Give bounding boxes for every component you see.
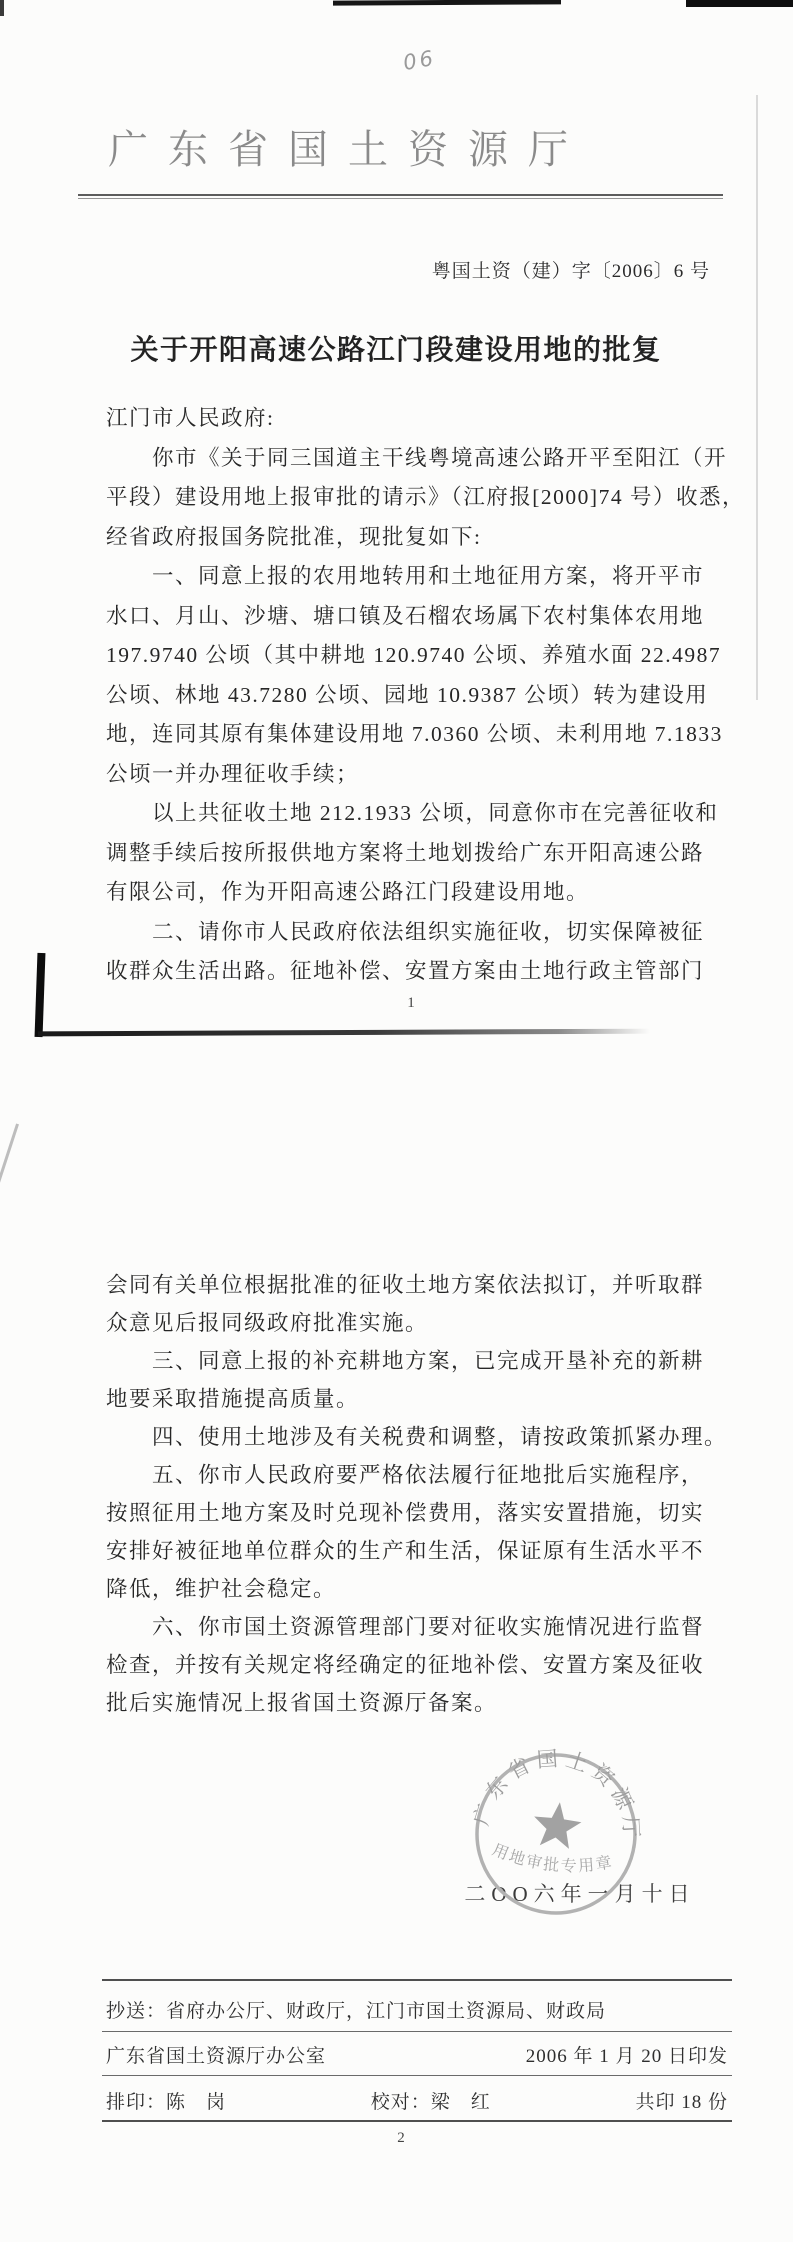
document-title: 关于开阳高速公路江门段建设用地的批复 [130, 335, 662, 366]
body-line: 降低，维护社会稳定。 [106, 1577, 337, 1601]
seal-banner-text: 用地审批专用章 [489, 1841, 616, 1876]
page2-number: 2 [397, 2130, 405, 2146]
body-line: 会同有关单位根据批准的征收土地方案依法拟订，并听取群 [106, 1273, 705, 1297]
footer-rule-bottom [102, 2120, 732, 2122]
footer-print-date: 2006 年 1 月 20 日印发 [525, 2046, 728, 2067]
footer-copies: 共印 18 份 [635, 2092, 728, 2113]
page2-body [106, 1266, 728, 1722]
footer-rule-2 [102, 2031, 732, 2032]
official-seal [461, 1739, 650, 1928]
seal-ring-text: 广东省国土资源厅 [468, 1746, 644, 1844]
body-line: 一、同意上报的农用地转用和土地征用方案，将开平市 [106, 564, 705, 588]
footer-rule-3 [102, 2075, 732, 2076]
body-line: 五、你市人民政府要严格依法履行征地批后实施程序， [106, 1463, 705, 1487]
footer-office-row [106, 2041, 728, 2068]
body-line: 安排好被征地单位群众的生产和生活，保证原有生活水平不 [106, 1539, 705, 1563]
scan-artifact-left-bar [35, 953, 46, 1037]
footer-typeset: 排印：陈 岗 [106, 2092, 227, 2113]
body-line: 地要采取措施提高质量。 [106, 1387, 360, 1411]
body-line: 众意见后报同级政府批准实施。 [106, 1311, 429, 1335]
footer-office: 广东省国土资源厅办公室 [106, 2046, 327, 2067]
body-line: 三、同意上报的补充耕地方案，已完成开垦补充的新耕 [106, 1349, 705, 1373]
footer-cc-line: 抄送：省府办公厅、财政厅，江门市国土资源局、财政局 [106, 2001, 607, 2022]
handwritten-mark: 06 [401, 45, 438, 76]
body-line: 197.9740 公顷（其中耕地 120.9740 公顷、养殖水面 22.4987 [106, 643, 722, 667]
issue-date: 二OO六年一月十日 [464, 1882, 696, 1906]
body-line: 平段）建设用地上报审批的请示》（江府报[2000]74 号）收悉， [106, 485, 745, 509]
page1-body [106, 399, 745, 992]
footer-proof: 校对：梁 红 [370, 2092, 491, 2113]
body-line: 水口、月山、沙塘、塘口镇及石榴农场属下农村集体农用地 [106, 603, 705, 628]
body-line: 地，连同其原有集体建设用地 7.0360 公顷、未利用地 7.1833 [106, 722, 723, 746]
letterhead-divider-rule [78, 194, 723, 199]
body-line: 经省政府报国务院批准，现批复如下: [106, 524, 482, 549]
scan-artifact-top-edge [333, 0, 561, 6]
salutation: 江门市人民政府: [106, 406, 275, 430]
body-line: 调整手续后按所报供地方案将土地划拨给广东开阳高速公路 [106, 840, 705, 865]
scan-artifact-page-edge-line [38, 1029, 650, 1037]
footer-rule-top [102, 1979, 732, 1981]
body-line: 公顷、林地 43.7280 公顷、园地 10.9387 公顷）转为建设用 [106, 682, 709, 707]
body-line: 四、使用土地涉及有关税费和调整，请按政策抓紧办理。 [106, 1425, 728, 1449]
body-line: 以上共征收土地 212.1933 公顷，同意你市在完善征收和 [106, 801, 719, 825]
scan-artifact-top-left-corner [0, 0, 4, 16]
svg-text:用地审批专用章 [489, 1837, 618, 1882]
letterhead-agency-name: 广东省国土资源厅 [108, 127, 588, 172]
body-line: 公顷一并办理征收手续； [106, 761, 360, 786]
body-line: 收群众生活出路。征地补偿、安置方案由土地行政主管部门 [106, 959, 705, 983]
body-line: 批后实施情况上报省国土资源厅备案。 [106, 1691, 498, 1715]
document-number: 粤国土资（建）字〔2006〕6 号 [431, 261, 710, 282]
scan-artifact-diagonal-mark [0, 1123, 19, 1198]
body-line: 有限公司，作为开阳高速公路江门段建设用地。 [106, 880, 590, 904]
footer-print-row [106, 2087, 728, 2114]
scan-artifact-right-edge-line [756, 95, 758, 700]
body-line: 六、你市国土资源管理部门要对征收实施情况进行监督 [106, 1615, 705, 1639]
body-line: 二、请你市人民政府依法组织实施征收，切实保障被征 [106, 919, 705, 944]
page1-number: 1 [407, 995, 415, 1011]
scan-artifact-top-right-edge [686, 0, 793, 7]
seal-star-icon [531, 1799, 584, 1850]
body-line: 按照征用土地方案及时兑现补偿费用，落实安置措施，切实 [106, 1501, 705, 1525]
body-line: 检查，并按有关规定将经确定的征地补偿、安置方案及征收 [106, 1653, 705, 1677]
body-line: 你市《关于同三国道主干线粤境高速公路开平至阳江（开 [106, 445, 728, 470]
